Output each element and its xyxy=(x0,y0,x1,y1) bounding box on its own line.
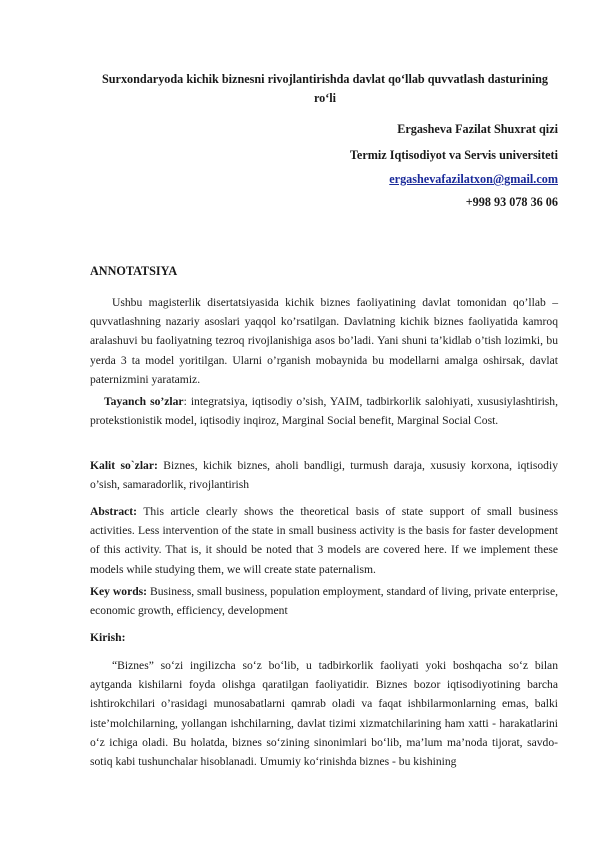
keywords-en-paragraph xyxy=(90,582,558,620)
affiliation: Termiz Iqtisodiyot va Servis universiteti xyxy=(349,148,558,162)
keywords-uz-text: : integratsiya, iqtisodiy o’sish, YAIM, tadbirkorlik salohiyati, xususiylashtirish, protekstionistik model, iqtisodiy inqiroz, Marginal Social benefit, Marginal Social Cost. xyxy=(90,395,559,428)
abstract-label: Abstract: xyxy=(90,505,138,518)
intro-text: “Biznes” so‘zi ingilizcha so‘z bo‘lib, u tadbirkorlik faoliyati yoki boshqacha so‘z bilan aytganda kishilarni foyda olishga qaratilgan faoliyatidir. Biznes bozor iqtisodiyotining barcha ishtirokchilari o’rasidagi munosabatlarni qamrab oladi va faqat ishbilarmonlarning emas, balki iste’molchilarning, yollangan ishchilarning, davlat tizimi xizmatchilarining ham xatti - harakatlarini o‘z ichiga oladi. Bu holatda, biznes so‘zining sinonimlari bo‘lib, ma’lum ma’noda tijorat, savdo-sotiq kabi tushunchalar hisoblanadi. Umumiy ko‘rinishda biznes - bu kishining xyxy=(90,659,558,769)
keywords-kalit-paragraph xyxy=(90,456,558,494)
annotation-heading: ANNOTATSIYA xyxy=(90,264,178,278)
keywords-kalit-text: Biznes, kichik biznes, aholi bandligi, turmush daraja, xususiy korxona, iqtisodiy o’sish, samaradorlik, rivojlantirish xyxy=(90,459,558,492)
keywords-uz-label: Tayanch so’zlar xyxy=(104,395,184,408)
abstract-text: This article clearly shows the theoretical basis of state support of small business activities. Less intervention of the state in small business activity is the basis for faster development of this activity. That is, it should be noted that 3 models are covered here. If we implement these models while studying them, we will create state paternalism. xyxy=(90,505,558,576)
intro-heading: Kirish: xyxy=(90,631,126,644)
annotation-text: Ushbu magisterlik disertatsiyasida kichik biznes faoliyatining davlat tomonidan qo’llab – quvvatlashning nazariy asoslari yaqqol ko’rsatilgan. Davlatning kichik biznes faoliyatida kamroq aralashuvi bu faoliyatning tezroq rivojlanishiga asos bo’ladi. Yani shuni ta’kidlab o’tish lozimki, bu yerda 3 ta model yoritilgan. Ularni o’rganish mobaynida bu modellarni amalga oshirsak, davlat paternizmini yaratamiz. xyxy=(90,296,558,386)
phone-number: +998 93 078 36 06 xyxy=(465,195,558,209)
email-link[interactable]: ergashevafazilatxon@gmail.com xyxy=(389,172,558,186)
author-name: Ergasheva Fazilat Shuxrat qizi xyxy=(397,122,558,136)
abstract-paragraph xyxy=(90,502,558,579)
keywords-en-text: Business, small business, population employment, standard of living, private enterprise, economic growth, efficiency, development xyxy=(90,585,558,618)
keywords-uz-paragraph xyxy=(90,392,558,430)
paper-title: Surxondaryoda kichik biznesni rivojlantirishda davlat qo‘llab quvvatlash dasturining ro‘li xyxy=(102,72,548,105)
keywords-kalit-label: Kalit so`zlar: xyxy=(90,459,158,472)
keywords-en-label: Key words: xyxy=(90,585,148,598)
